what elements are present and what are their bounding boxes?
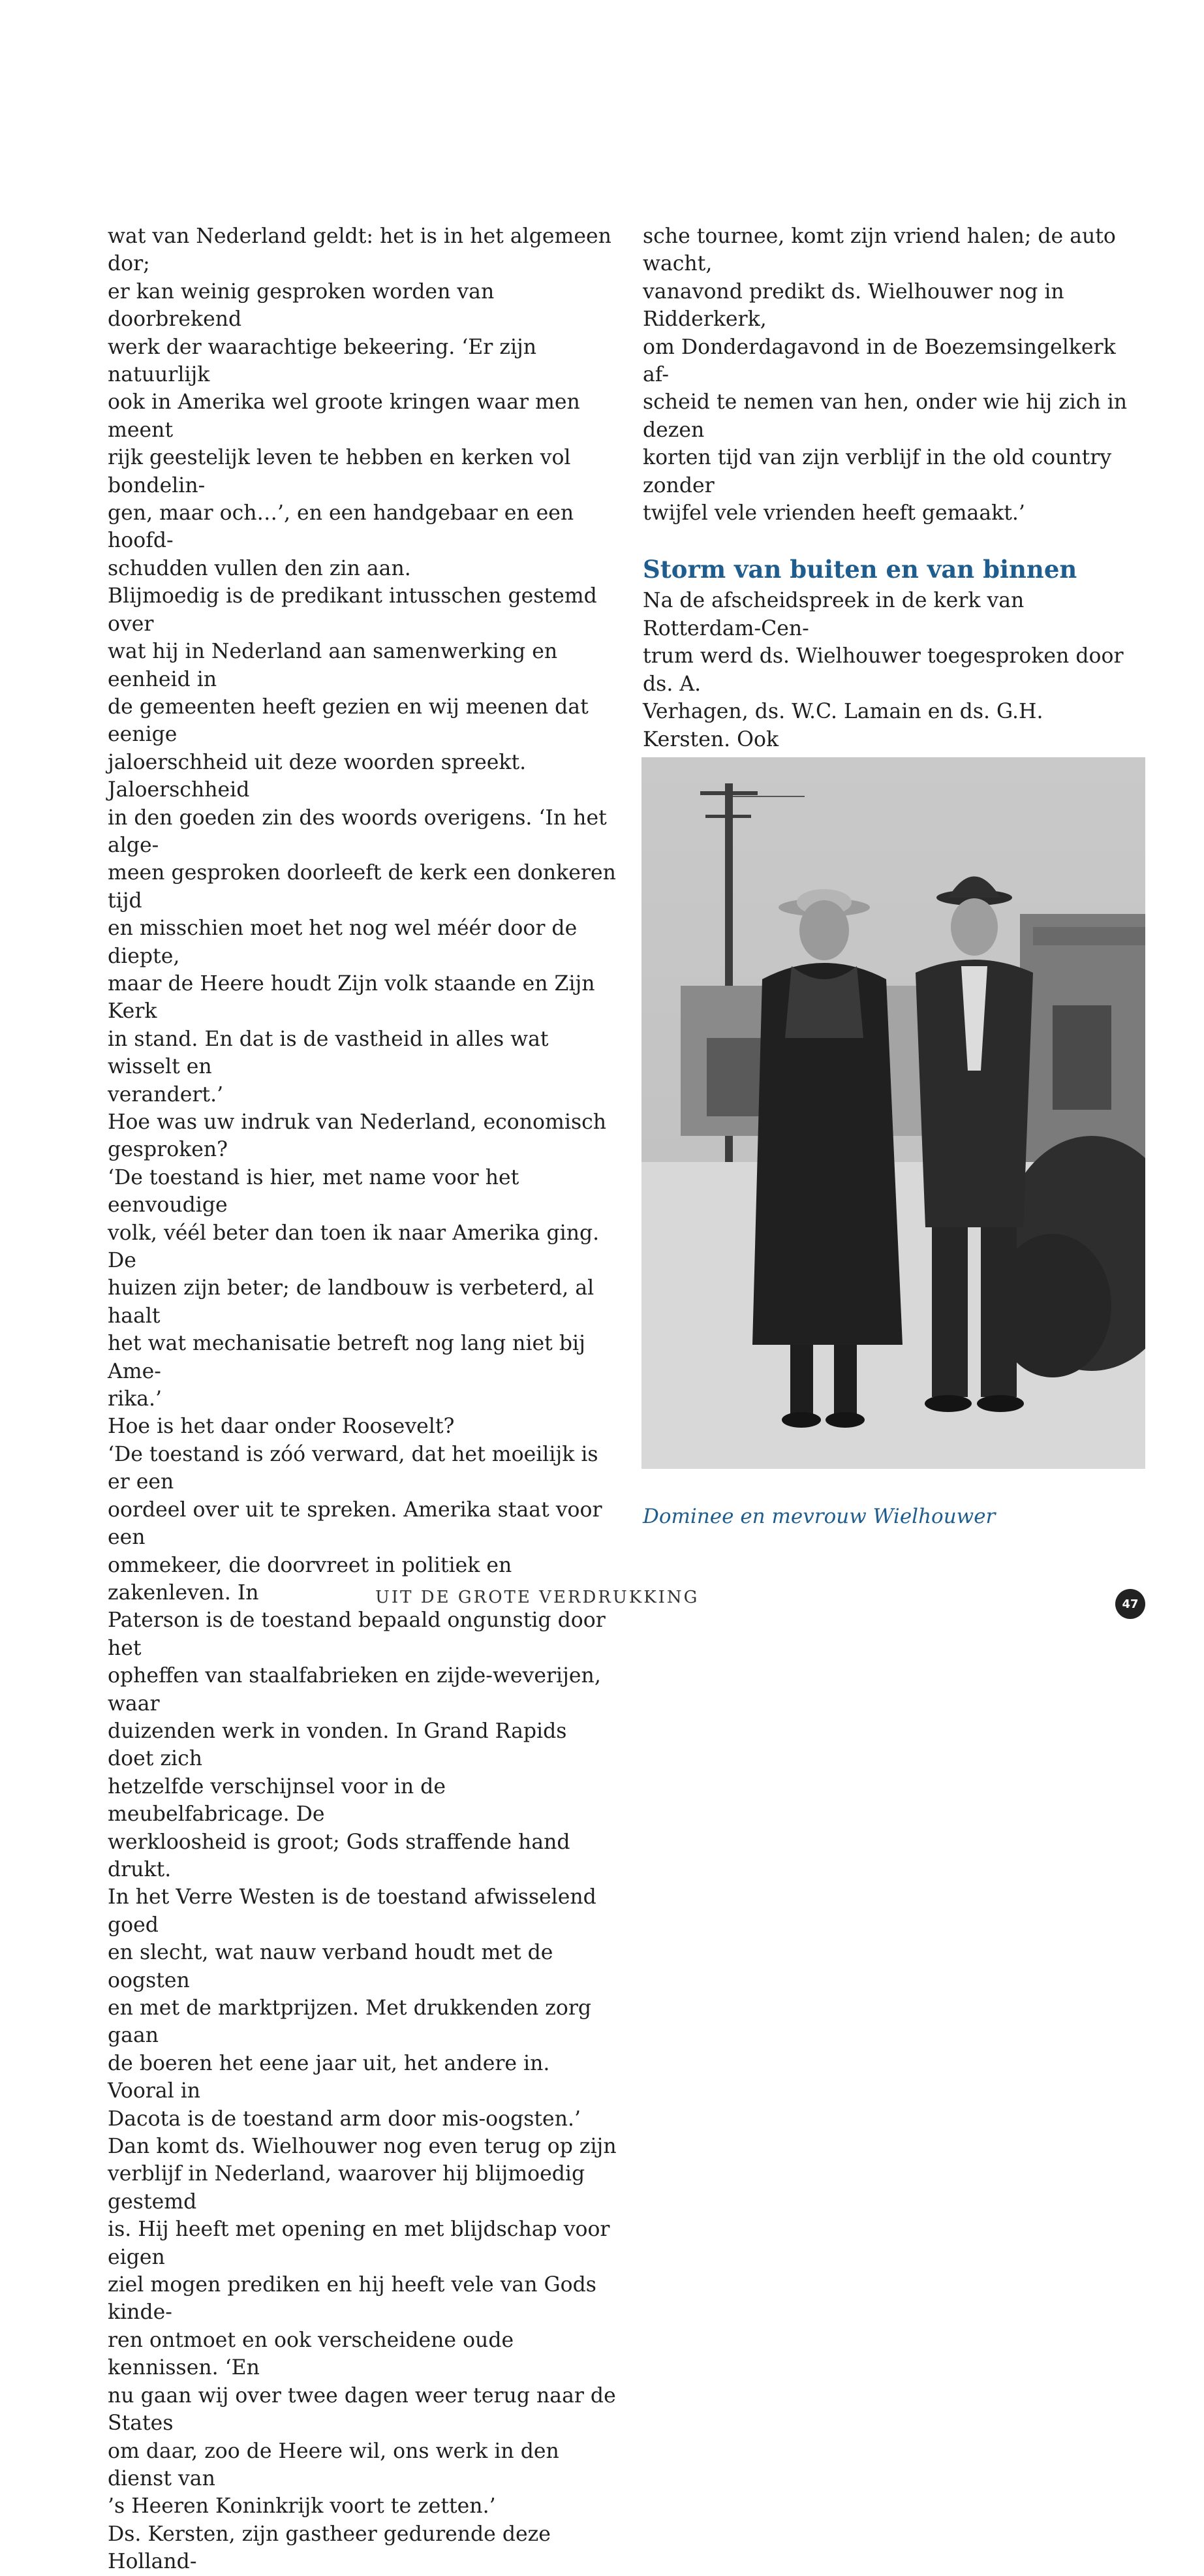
right-column-top-text	[643, 223, 1130, 527]
text-line: In het Verre Westen is de toestand afwisselend goed	[108, 1885, 596, 1937]
text-line: wat hij in Nederland aan samenwerking en eenheid in	[108, 640, 558, 691]
text-line: Ds. Kersten, zijn gastheer gedurende deze Holland-	[108, 2522, 551, 2574]
text-line: Na de afscheidspreek in de kerk van Rotterdam-Cen-	[643, 589, 1025, 640]
text-line: gesproken?	[108, 1138, 228, 1162]
text-line: twijfel vele vrienden heeft gemaakt.’	[643, 501, 1025, 526]
text-line: ‘De toestand is hier, met name voor het eenvoudige	[108, 1165, 519, 1217]
text-line: de boeren het eene jaar uit, het andere in. Vooral in	[108, 2051, 550, 2103]
text-line: Blijmoedig is de predikant intusschen gestemd over	[108, 584, 597, 636]
text-line: het wat mechanisatie betreft nog lang niet bij Ame-	[108, 1332, 585, 1383]
text-line: sche tournee, komt zijn vriend halen; de auto wacht,	[643, 225, 1116, 276]
text-line: gen, maar och…’, en een handgebaar en een hoofd-	[108, 501, 574, 553]
section-heading: Storm van buiten en van binnen	[643, 555, 1077, 584]
text-line: in stand. En dat is de vastheid in alles wat wisselt en	[108, 1027, 549, 1079]
paragraph-gap	[643, 527, 1130, 554]
text-line: Hoe is het daar onder Roosevelt?	[108, 1415, 455, 1439]
historic-photo	[641, 757, 1145, 1469]
text-line: en misschien moet het nog wel méér door de diepte,	[108, 917, 578, 968]
text-line: huizen zijn beter; de landbouw is verbeterd, al haalt	[108, 1276, 594, 1328]
text-line: verblijf in Nederland, waarover hij blijmoedig gestemd	[108, 2162, 585, 2214]
text-line: om daar, zoo de Heere wil, ons werk in den dienst van	[108, 2439, 559, 2490]
text-line: Dacota is de toestand arm door mis-oogsten.’	[108, 2107, 581, 2131]
text-line: duizenden werk in vonden. In Grand Rapids doet zich	[108, 1719, 567, 1771]
text-line: oordeel over uit te spreken. Amerika staat voor een	[108, 1498, 602, 1550]
text-line: om Donderdagavond in de Boezemsingelkerk af-	[643, 335, 1116, 387]
text-line: ziel mogen prediken en hij heeft vele van Gods kinde-	[108, 2273, 596, 2325]
photo-illustration	[641, 757, 1145, 1469]
text-line: werk der waarachtige bekeering. ‘Er zijn natuurlijk	[108, 335, 537, 387]
running-footer-title: UIT DE GROTE VERDRUKKING	[375, 1588, 700, 1607]
page-number-badge: 47	[1115, 1589, 1145, 1619]
text-line: Verhagen, ds. W.C. Lamain en ds. G.H. Kersten. Ook	[643, 700, 1043, 751]
text-line: maar de Heere houdt Zijn volk staande en Zijn Kerk	[108, 971, 595, 1024]
text-line: trum werd ds. Wielhouwer toegesproken door ds. A.	[643, 644, 1124, 696]
text-line: ren ontmoet en ook verscheidene oude kennissen. ‘En	[108, 2328, 514, 2380]
text-line: meen gesproken doorleeft de kerk een donkeren tijd	[108, 861, 616, 913]
text-line: ’s Heeren Koninkrijk voort te zetten.’	[108, 2494, 496, 2519]
text-line: schudden vullen den zin aan.	[108, 556, 411, 580]
left-text-column	[108, 223, 617, 2576]
text-line: opheffen van staalfabrieken en zijde-weverijen, waar	[108, 1664, 601, 1716]
text-line: jaloerschheid uit deze woorden spreekt. Jaloerschheid	[108, 750, 527, 802]
text-line: is. Hij heeft met opening en met blijdschap voor eigen	[108, 2218, 610, 2269]
text-line: Paterson is de toestand bepaald ongunstig door het	[108, 1609, 606, 1660]
text-line: hetzelfde verschijnsel voor in de meubelfabricage. De	[108, 1774, 446, 1827]
text-line: werkloosheid is groot; Gods straffende hand drukt.	[108, 1830, 570, 1881]
photo-caption: Dominee en mevrouw Wielhouwer	[643, 1505, 996, 1528]
text-line: rika.’	[108, 1387, 162, 1411]
text-line: ‘De toestand is zóó verward, dat het moeilijk is er een	[108, 1442, 598, 1494]
text-line: wat van Nederland geldt: het is in het algemeen dor;	[108, 225, 611, 276]
text-line: volk, véél beter dan toen ik naar Amerika ging. De	[108, 1221, 600, 1273]
text-line: Dan komt ds. Wielhouwer nog even terug op zijn	[108, 2135, 617, 2159]
text-line: in den goeden zin des woords overigens. ‘In het alge-	[108, 806, 607, 857]
text-line: er kan weinig gesproken worden van doorbrekend	[108, 279, 495, 332]
text-line: scheid te nemen van hen, onder wie hij zich in dezen	[643, 390, 1128, 442]
text-line: de gemeenten heeft gezien en wij meenen dat eenige	[108, 695, 589, 747]
text-line: rijk geestelijk leven te hebben en kerken vol bondelin-	[108, 446, 571, 497]
text-line: vanavond predikt ds. Wielhouwer nog in Ridderkerk,	[643, 279, 1064, 332]
text-line: en met de marktprijzen. Met drukkenden zorg gaan	[108, 1996, 592, 2048]
text-line: korten tijd van zijn verblijf in the old country zonder	[643, 446, 1112, 497]
text-line: verandert.’	[108, 1082, 224, 1107]
text-line: en slecht, wat nauw verband houdt met de oogsten	[108, 1941, 553, 1992]
text-line: ook in Amerika wel groote kringen waar men meent	[108, 390, 580, 442]
text-line: nu gaan wij over twee dagen weer terug naar de States	[108, 2383, 616, 2436]
text-line: Hoe was uw indruk van Nederland, economisch	[108, 1110, 607, 1134]
text-line: ommekeer, die doorvreet in politiek en zakenleven. In	[108, 1553, 512, 1605]
